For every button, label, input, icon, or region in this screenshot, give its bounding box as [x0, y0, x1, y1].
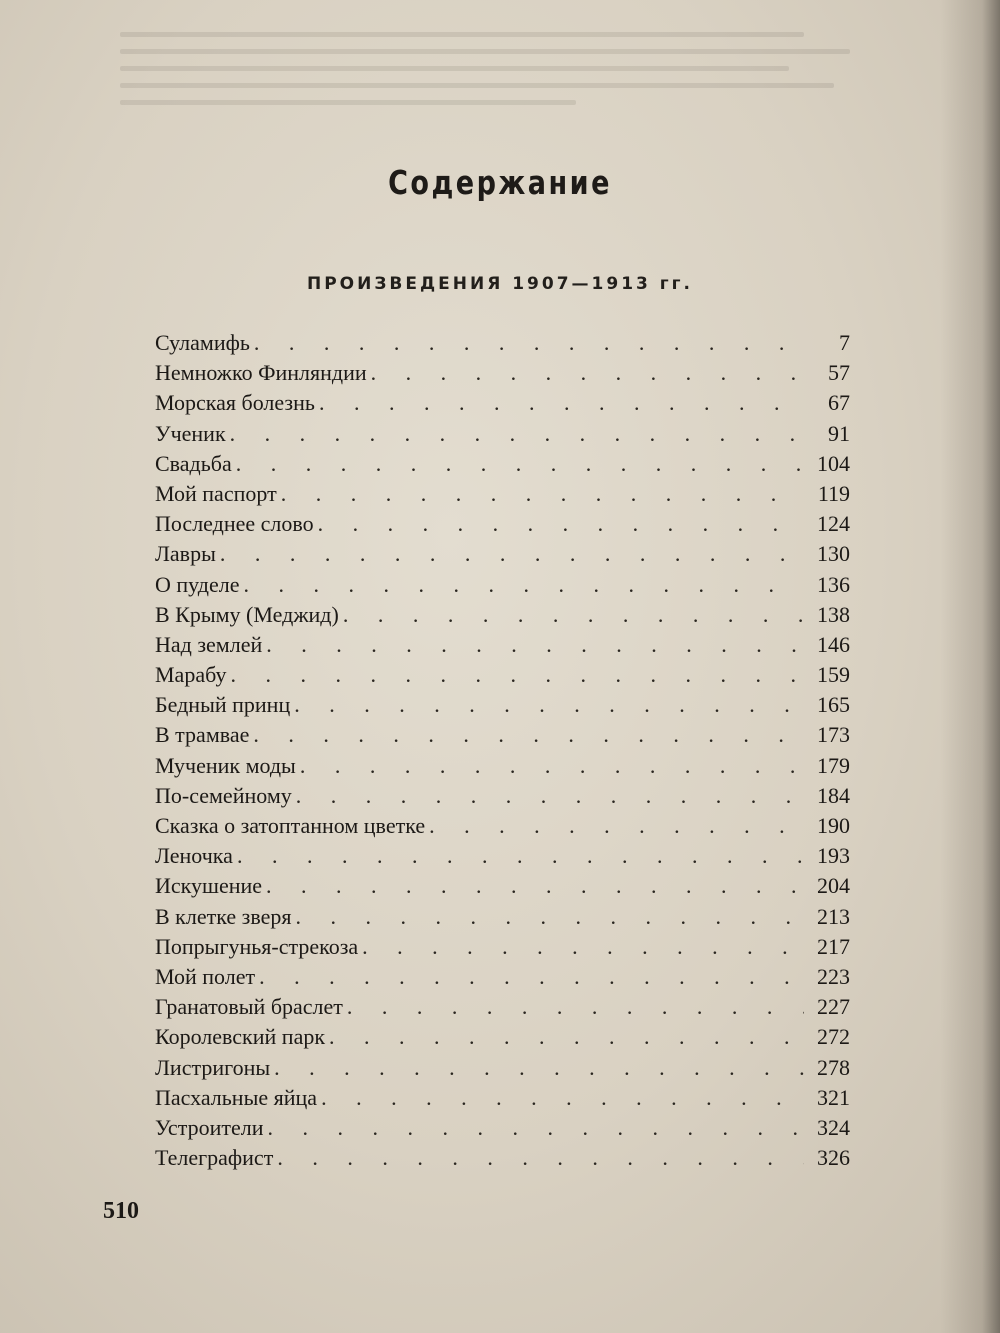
toc-entry-page: 321	[817, 1084, 850, 1110]
dot-leader	[329, 1024, 804, 1050]
toc-entry	[155, 994, 850, 1024]
table-of-contents	[155, 330, 850, 1175]
toc-entry-title: Попрыгунья-стрекоза	[155, 933, 359, 959]
toc-entry-title: Устроители	[155, 1114, 264, 1140]
toc-entry-page: 193	[817, 843, 850, 869]
toc-entry-page: 326	[817, 1145, 850, 1171]
dot-leader	[230, 421, 804, 447]
toc-entry	[155, 873, 850, 903]
dot-leader	[243, 572, 804, 598]
toc-entry	[155, 722, 850, 752]
toc-entry-title: Мой паспорт	[155, 480, 277, 506]
toc-entry-title: Искушение	[155, 873, 263, 899]
dot-leader	[429, 813, 804, 839]
toc-entry-page: 138	[817, 601, 850, 627]
dot-leader	[362, 934, 804, 960]
toc-entry	[155, 632, 850, 662]
toc-entry-title: Над землей	[155, 631, 263, 657]
toc-entry-page: 179	[817, 752, 850, 778]
toc-entry-title: Листригоны	[155, 1054, 271, 1080]
toc-entry-title: Гранатовый браслет	[155, 994, 343, 1020]
toc-entry-page: 190	[817, 813, 850, 838]
toc-entry-page: 119	[817, 480, 850, 506]
toc-entry-page: 130	[817, 541, 850, 567]
toc-entry-page: 324	[817, 1114, 850, 1140]
toc-entry	[155, 753, 850, 783]
toc-entry-title: Лавры	[155, 541, 216, 567]
toc-entry	[155, 813, 850, 843]
toc-entry-title: Морская болезнь	[155, 390, 315, 416]
toc-entry-page: 7	[839, 330, 850, 355]
dot-leader	[266, 632, 804, 658]
toc-entry-page: 217	[817, 933, 850, 959]
toc-entry	[155, 1055, 850, 1085]
toc-entry-page: 136	[817, 571, 850, 597]
toc-entry	[155, 572, 850, 602]
toc-entry-title: Леночка	[155, 843, 233, 869]
toc-entry	[155, 541, 850, 571]
bleed-through-text	[120, 20, 880, 130]
dot-leader	[236, 451, 804, 477]
dot-leader	[277, 1145, 804, 1171]
toc-entry	[155, 421, 850, 451]
toc-entry-title: Немножко Финляндии	[155, 360, 367, 386]
toc-entry-page: 213	[817, 903, 850, 929]
dot-leader	[268, 1115, 805, 1141]
toc-entry-title: Свадьба	[155, 450, 232, 476]
toc-entry-title: Телеграфист	[155, 1145, 274, 1171]
dot-leader	[295, 904, 804, 930]
toc-entry-page: 165	[817, 692, 850, 718]
toc-entry-page: 124	[817, 511, 850, 537]
toc-entry-title: Мой полет	[155, 963, 256, 989]
toc-entry-title: Королевский парк	[155, 1024, 326, 1050]
toc-entry-page: 278	[817, 1054, 850, 1080]
toc-entry	[155, 934, 850, 964]
toc-entry-title: О пуделе	[155, 571, 240, 597]
toc-entry-page: 272	[817, 1024, 850, 1050]
toc-entry-page: 159	[817, 662, 850, 688]
dot-leader	[230, 662, 804, 688]
dot-leader	[321, 1085, 804, 1111]
toc-entry-title: Пасхальные яйца	[155, 1084, 318, 1110]
toc-entry-page: 104	[817, 450, 850, 476]
dot-leader	[266, 873, 804, 899]
dot-leader	[371, 360, 804, 386]
dot-leader	[253, 722, 804, 748]
toc-entry	[155, 843, 850, 873]
toc-entry-page: 57	[828, 360, 850, 386]
dot-leader	[296, 783, 804, 809]
toc-entry	[155, 602, 850, 632]
toc-entry	[155, 662, 850, 692]
page-number: 510	[103, 1198, 139, 1224]
toc-entry	[155, 1145, 850, 1175]
toc-entry	[155, 390, 850, 420]
toc-entry-title: Ученик	[155, 420, 226, 446]
toc-entry	[155, 330, 850, 360]
page-title: Содержание	[388, 163, 612, 202]
page-edge-shadow	[940, 0, 1000, 1333]
toc-entry-title: Бедный принц	[155, 692, 291, 718]
toc-entry	[155, 1085, 850, 1115]
dot-leader	[281, 481, 804, 507]
dot-leader	[347, 994, 804, 1020]
toc-entry	[155, 783, 850, 813]
toc-entry-title: В клетке зверя	[155, 903, 292, 929]
dot-leader	[220, 541, 804, 567]
toc-entry-page: 173	[817, 722, 850, 748]
dot-leader	[343, 602, 804, 628]
toc-entry	[155, 1115, 850, 1145]
toc-entry	[155, 1024, 850, 1054]
toc-entry-title: Сказка о затоптанном цветке	[155, 813, 426, 838]
toc-entry-title: Мученик моды	[155, 752, 296, 778]
toc-entry-title: По-семейному	[155, 782, 292, 808]
toc-entry-page: 67	[828, 390, 850, 416]
toc-entry-title: В Крыму (Меджид)	[155, 601, 339, 627]
toc-entry-title: Суламифь	[155, 330, 250, 355]
toc-entry-page: 91	[828, 420, 850, 446]
dot-leader	[300, 753, 804, 779]
dot-leader	[237, 843, 804, 869]
section-heading: ПРОИЗВЕДЕНИЯ 1907—1913 гг.	[306, 274, 693, 294]
toc-entry	[155, 964, 850, 994]
dot-leader	[318, 511, 804, 537]
toc-entry	[155, 692, 850, 722]
dot-leader	[319, 390, 804, 416]
toc-entry-page: 227	[817, 994, 850, 1020]
toc-entry	[155, 451, 850, 481]
toc-entry	[155, 904, 850, 934]
toc-entry-page: 146	[817, 631, 850, 657]
toc-entry-page: 184	[817, 782, 850, 808]
toc-entry	[155, 511, 850, 541]
dot-leader	[259, 964, 804, 990]
toc-entry	[155, 481, 850, 511]
dot-leader	[294, 692, 804, 718]
toc-entry-page: 223	[817, 963, 850, 989]
dot-leader	[274, 1055, 804, 1081]
toc-entry	[155, 360, 850, 390]
toc-entry-title: Марабу	[155, 662, 227, 688]
toc-entry-title: В трамвае	[155, 722, 250, 748]
toc-entry-title: Последнее слово	[155, 511, 314, 537]
dot-leader	[254, 330, 804, 356]
toc-entry-page: 204	[817, 873, 850, 899]
